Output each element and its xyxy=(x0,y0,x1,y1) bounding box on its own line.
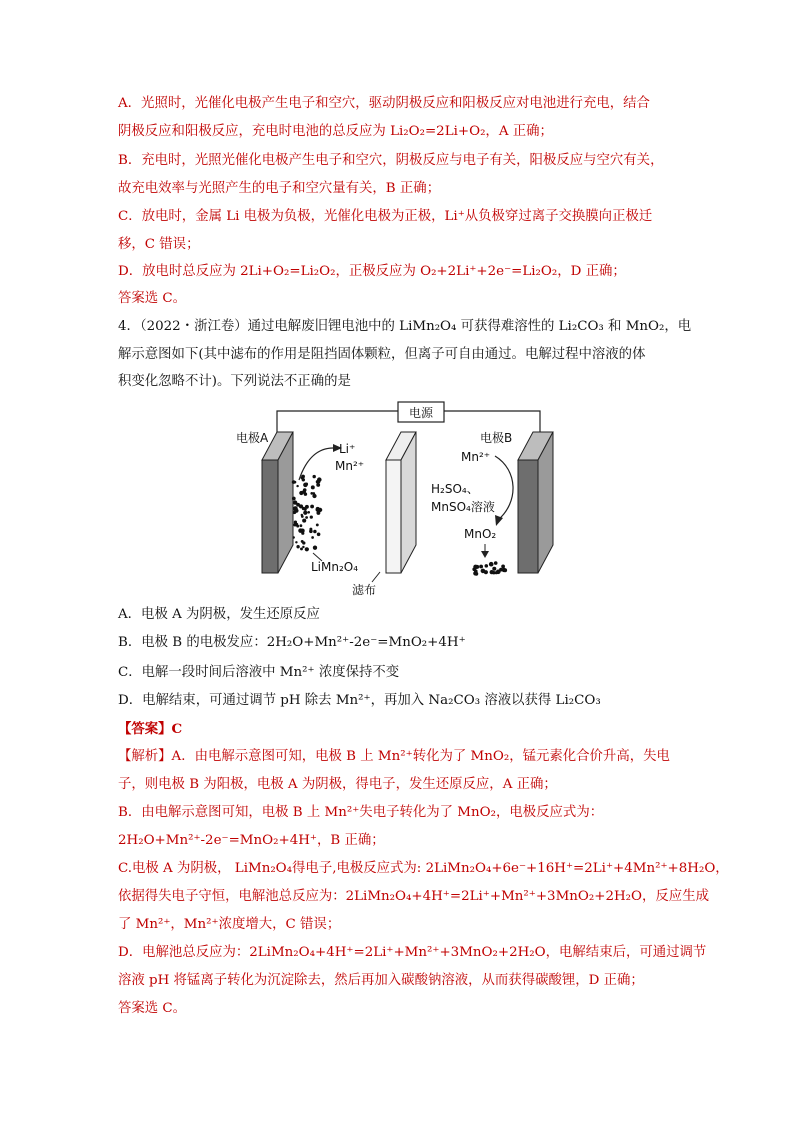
mno2-particle xyxy=(490,570,494,574)
limn2o4-particle xyxy=(311,485,315,489)
prev-solution-b-line2: 故充电效率与光照产生的电子和空穴量有关，B 正确； xyxy=(118,181,441,196)
analysis-line-8: D．电解池总反应为：2LiMn₂O₄+4H⁺=2Li⁺+Mn²⁺+3MnO₂+2H₂O，电解结束后，可通过调节 xyxy=(118,945,707,960)
mn-ion-label-a: Mn²⁺ xyxy=(335,459,365,473)
limn2o4-particle xyxy=(301,475,305,479)
limn2o4-particle xyxy=(294,521,297,524)
analysis-line-4: 2H₂O+Mn²⁺-2e⁻=MnO₂+4H⁺，B 正确； xyxy=(118,833,385,848)
limn2o4-particle xyxy=(300,547,303,550)
limn2o4-particle xyxy=(296,503,300,507)
prev-solution-c-line1: C．放电时，金属 Li 电极为负极，光催化电极为正极，Li⁺从负极穿过离子交换膜向正极迁 xyxy=(118,209,653,224)
analysis-line-10: 答案选 C。 xyxy=(118,1001,187,1016)
analysis-line-5: C.电极 A 为阴极， LiMn₂O₄得电子,电极反应式为: 2LiMn₂O₄+6e⁻+16H⁺=2Li⁺+4Mn²⁺+8H₂O， xyxy=(118,861,729,876)
filter-label: 滤布 xyxy=(352,583,377,597)
prev-solution-b-line1: B．充电时，光照光催化电极产生电子和空穴，阴极反应与电子有关，阳极反应与空穴有关， xyxy=(118,153,664,168)
limn2o4-particle xyxy=(317,480,320,483)
option-c: C．电解一段时间后溶液中 Mn²⁺ 浓度保持不变 xyxy=(118,665,400,680)
question-line-2: 解示意图如下(其中滤布的作用是阻挡固体颗粒，但离子可自由通过。电解过程中溶液的体 xyxy=(118,347,646,362)
limn2o4-particle xyxy=(302,478,305,481)
analysis-line-3: B．由电解示意图可知，电极 B 上 Mn²⁺失电子转化为了 MnO₂，电极反应式为： xyxy=(118,805,604,820)
mno2-label: MnO₂ xyxy=(464,527,497,541)
mno2-particle xyxy=(503,568,507,572)
limn2o4-particle xyxy=(311,536,314,539)
analysis-line-1: 【解析】A．由电解示意图可知，电极 B 上 Mn²⁺转化为了 MnO₂，锰元素化合价升高，失电 xyxy=(118,749,670,764)
option-a: A．电极 A 为阴极，发生还原反应 xyxy=(118,607,320,622)
li-ion-label: Li⁺ xyxy=(339,442,356,456)
limn2o4-particle xyxy=(302,519,306,523)
limn2o4-particle xyxy=(313,475,316,478)
electrode-b xyxy=(518,432,553,573)
analysis-line-6: 依据得失电子守恒，电解池总反应为：2LiMn₂O₄+4H⁺=2Li⁺+Mn²⁺+3MnO₂+2H₂O，反应生成 xyxy=(118,889,709,904)
power-source-label: 电源 xyxy=(408,406,434,420)
solution-label-1: H₂SO₄、 xyxy=(431,482,479,496)
mno2-particle xyxy=(479,565,483,569)
limn2o4-particle xyxy=(316,483,320,487)
electrode-a xyxy=(262,432,293,573)
limn2o4-particle xyxy=(294,481,297,484)
limn2o4-particle xyxy=(305,505,309,509)
mno2-particle xyxy=(489,562,494,567)
limn2o4-particle xyxy=(316,523,319,526)
limn2o4-particle xyxy=(301,514,303,516)
limn2o4-particle xyxy=(293,511,296,514)
limn2o4-particle xyxy=(296,485,298,487)
prev-solution-answer: 答案选 C。 xyxy=(118,291,187,306)
limn2o4-particle xyxy=(305,482,308,485)
question-line-1: 4．（2022・浙江卷）通过电解废旧锂电池中的 LiMn₂O₄ 可获得难溶性的 Li₂CO₃ 和 MnO₂，电 xyxy=(118,319,692,334)
mno2-particle xyxy=(495,571,498,574)
mno2-particle xyxy=(485,564,489,568)
analysis-line-2: 子，则电极 B 为阳极，电极 A 为阴极，得电子，发生还原反应，A 正确； xyxy=(118,777,557,792)
prev-solution-a-line1: A．光照时，光催化电极产生电子和空穴，驱动阴极反应和阳极反应对电池进行充电，结合 xyxy=(118,96,650,111)
limn2o4-particle xyxy=(296,545,299,548)
limn2o4-particle xyxy=(310,505,314,509)
limn2o4-particle xyxy=(300,528,304,532)
prev-solution-c-line2: 移，C 错误； xyxy=(118,237,200,252)
limn2o4-particle xyxy=(300,524,303,527)
question-line-3: 积变化忽略不计)。下列说法不正确的是 xyxy=(118,374,351,389)
mno2-particle xyxy=(484,570,488,574)
limn2o4-particles xyxy=(292,475,322,552)
limn2o4-particle xyxy=(313,530,317,534)
limn2o4-particle xyxy=(312,494,316,498)
limn2o4-particle xyxy=(316,507,320,511)
limn2o4-particle xyxy=(310,515,313,518)
electrode-b-label: 电极B xyxy=(480,431,513,445)
limn2o4-particle xyxy=(292,536,294,538)
solution-label-2: MnSO₄溶液 xyxy=(431,500,495,514)
limn2o4-particle xyxy=(293,506,298,511)
answer-label: 【答案】C xyxy=(118,721,183,737)
limn2o4-particle xyxy=(303,511,307,515)
limn2o4-particle xyxy=(317,533,321,537)
limn2o4-particle xyxy=(296,525,299,528)
limn2o4-particle xyxy=(302,507,306,511)
limn2o4-particle xyxy=(292,497,296,501)
limn2o4-particle xyxy=(302,546,304,548)
limn2o4-particle xyxy=(307,511,310,514)
option-d: D．电解结束，可通过调节 pH 除去 Mn²⁺，再加入 Na₂CO₃ 溶液以获得 Li₂CO₃ xyxy=(118,693,601,708)
oxidation-arrow xyxy=(495,456,513,520)
prev-solution-a-line2: 阴极反应和阳极反应，充电时电池的总反应为 Li₂O₂=2Li+O₂，A 正确； xyxy=(118,124,553,139)
prev-solution-d: D．放电时总反应为 2Li+O₂=Li₂O₂，正极反应为 O₂+2Li⁺+2e⁻=Li₂O₂，D 正确； xyxy=(118,264,626,279)
option-b: B．电极 B 的电极发应：2H₂O+Mn²⁺-2e⁻=MnO₂+4H⁺ xyxy=(118,635,466,650)
limn2o4-particle xyxy=(309,528,312,531)
mno2-arrowhead xyxy=(481,551,489,558)
mno2-particle xyxy=(474,572,478,576)
limn2o4-particle xyxy=(299,491,303,495)
mno2-particle xyxy=(501,565,505,569)
analysis-line-7: 了 Mn²⁺，Mn²⁺浓度增大，C 错误； xyxy=(118,917,341,932)
mn-ion-label-b: Mn²⁺ xyxy=(461,450,491,464)
limn2o4-particle xyxy=(305,516,308,519)
limn2o4-particle xyxy=(313,546,317,550)
mno2-particle xyxy=(499,568,503,572)
limn2o4-label: LiMn₂O₄ xyxy=(311,560,359,574)
mno2-particle xyxy=(473,565,478,570)
filter-cloth xyxy=(386,432,416,573)
mno2-particle xyxy=(492,567,496,571)
limn2o4-particle xyxy=(302,541,305,544)
filter-leader-line xyxy=(372,572,380,582)
mno2-particle xyxy=(494,561,498,565)
mno2-precipitate xyxy=(472,561,507,575)
electrode-a-label: 电极A xyxy=(236,431,269,445)
analysis-line-9: 溶液 pH 将锰离子转化为沉淀除去，然后再加入碳酸钠溶液，从而获得碳酸锂，D 正确； xyxy=(118,973,644,988)
limn2o4-particle xyxy=(306,548,309,551)
limn2o4-particle xyxy=(295,541,297,543)
